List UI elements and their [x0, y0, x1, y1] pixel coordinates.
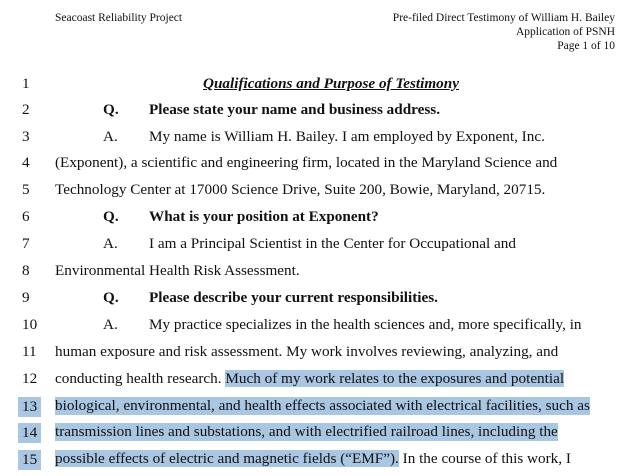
line-number: 6 — [22, 208, 30, 225]
document-line — [0, 181, 624, 207]
document-line — [0, 75, 624, 101]
section-title: Qualifications and Purpose of Testimony — [203, 75, 459, 92]
header-testimony-title: Pre-filed Direct Testimony of William H. Bailey — [392, 12, 615, 24]
question-text: Please describe your current responsibilities. — [149, 289, 438, 306]
highlighted-text[interactable]: biological, environmental, and health effects associated with electrical facilities, such as — [55, 397, 590, 414]
header-application: Application of PSNH — [515, 26, 615, 38]
document-line — [0, 262, 624, 288]
question-label: Q. — [103, 208, 119, 225]
document-line — [0, 316, 624, 342]
answer-text: My practice specializes in the health sciences and, more specifically, in — [149, 316, 582, 333]
highlighted-text[interactable]: transmission lines and substations, and with electrified railroad lines, including the — [55, 423, 558, 440]
line-number: 1 — [22, 75, 30, 92]
line-number: 3 — [22, 128, 30, 145]
document-line — [0, 101, 624, 127]
document-line — [0, 289, 624, 315]
line-number-highlighted: 13 — [18, 397, 41, 417]
body-text — [55, 370, 564, 388]
document-line — [0, 154, 624, 180]
question-text: What is your position at Exponent? — [149, 208, 379, 225]
question-label: Q. — [103, 289, 119, 306]
header-page-number: Page 1 of 10 — [557, 40, 615, 52]
line-number: 11 — [22, 343, 37, 360]
line-number-highlighted: 14 — [18, 423, 41, 443]
document-line — [0, 423, 624, 449]
document-line — [0, 450, 624, 476]
line-number: 12 — [22, 370, 38, 387]
document-line — [0, 235, 624, 261]
line-number: 8 — [22, 262, 30, 279]
line-number: 5 — [22, 181, 30, 198]
answer-text: I am a Principal Scientist in the Center for Occupational and — [149, 235, 516, 252]
document-line — [0, 208, 624, 234]
body-text-plain: conducting health research. — [55, 370, 226, 387]
line-number: 2 — [22, 101, 30, 118]
line-number: 9 — [22, 289, 30, 306]
question-text: Please state your name and business address. — [149, 101, 440, 118]
body-text-plain: In the course of this work, I — [398, 450, 571, 467]
header-project-name: Seacoast Reliability Project — [55, 12, 183, 24]
line-number: 10 — [22, 316, 38, 333]
document-line — [0, 343, 624, 369]
line-number-highlighted: 15 — [18, 450, 41, 470]
answer-label: A. — [103, 316, 118, 333]
header-document-info — [393, 11, 615, 53]
answer-label: A. — [103, 235, 118, 252]
line-number: 7 — [22, 235, 30, 252]
question-label: Q. — [103, 101, 119, 118]
highlighted-text[interactable]: Much of my work relates to the exposures and potential — [225, 370, 565, 387]
body-text: Environmental Health Risk Assessment. — [55, 262, 300, 279]
line-number: 4 — [22, 154, 30, 171]
answer-text: My name is William H. Bailey. I am employed by Exponent, Inc. — [149, 128, 545, 145]
document-line — [0, 370, 624, 396]
body-text: Technology Center at 17000 Science Drive, Suite 200, Bowie, Maryland, 20715. — [55, 181, 546, 198]
body-text — [55, 450, 571, 468]
document-line — [0, 397, 624, 423]
document-line — [0, 128, 624, 154]
highlighted-text[interactable]: possible effects of electric and magnetic fields (“EMF”). — [55, 450, 399, 467]
body-text: (Exponent), a scientific and engineering firm, located in the Maryland Science and — [55, 154, 558, 171]
answer-label: A. — [103, 128, 118, 145]
body-text: human exposure and risk assessment. My work involves reviewing, analyzing, and — [55, 343, 559, 360]
